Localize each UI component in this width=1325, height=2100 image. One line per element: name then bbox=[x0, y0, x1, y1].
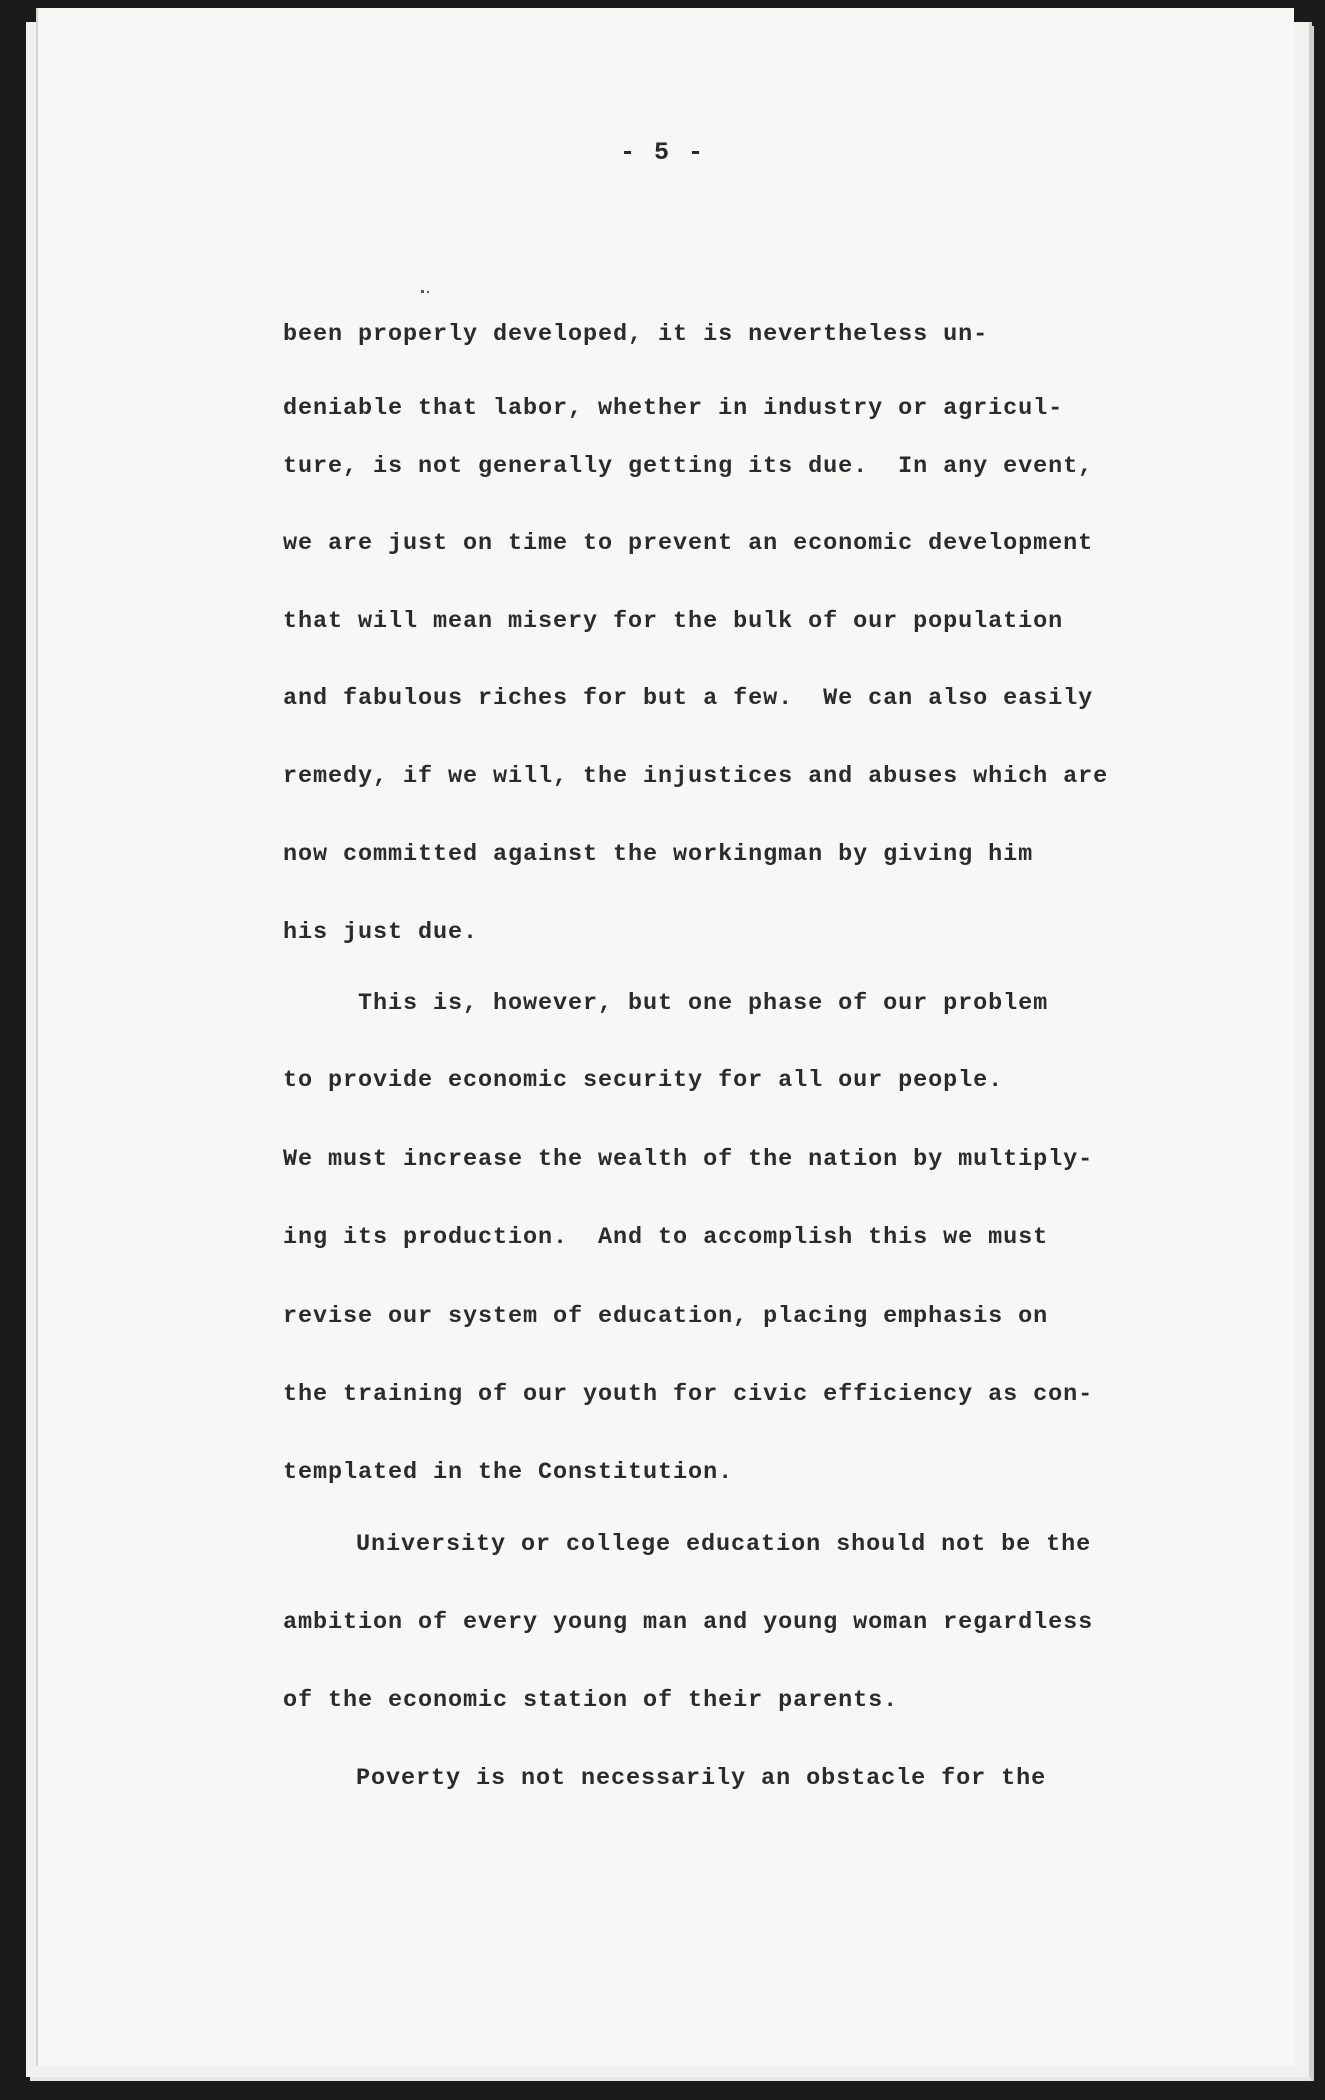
document-page bbox=[38, 8, 1294, 2066]
text-line: We must increase the wealth of the nation by multiply- bbox=[283, 1146, 1094, 1173]
stray-mark bbox=[421, 290, 424, 293]
text-line: ambition of every young man and young woman regardless bbox=[283, 1609, 1094, 1636]
text-line: remedy, if we will, the injustices and abuses which are bbox=[283, 763, 1109, 790]
text-line: that will mean misery for the bulk of our population bbox=[283, 608, 1064, 635]
text-line: Poverty is not necessarily an obstacle for the bbox=[356, 1765, 1047, 1792]
text-line: and fabulous riches for but a few. We can also easily bbox=[283, 685, 1094, 712]
text-line: ing its production. And to accomplish this we must bbox=[283, 1224, 1049, 1251]
text-line: revise our system of education, placing emphasis on bbox=[283, 1303, 1049, 1330]
text-line: This is, however, but one phase of our problem bbox=[358, 990, 1049, 1017]
page-number: - 5 - bbox=[619, 138, 705, 167]
text-line: his just due. bbox=[283, 919, 479, 946]
stray-mark bbox=[427, 291, 429, 293]
text-line: deniable that labor, whether in industry or agricul- bbox=[283, 395, 1064, 422]
text-line: to provide economic security for all our people. bbox=[283, 1067, 1004, 1094]
text-line: University or college education should not be the bbox=[356, 1531, 1092, 1558]
text-line: been properly developed, it is nevertheless un- bbox=[283, 321, 989, 348]
text-line: the training of our youth for civic efficiency as con- bbox=[283, 1381, 1094, 1408]
text-line: now committed against the workingman by giving him bbox=[283, 841, 1034, 868]
text-line: templated in the Constitution. bbox=[283, 1459, 734, 1486]
text-line: we are just on time to prevent an economic development bbox=[283, 530, 1094, 557]
text-line: ture, is not generally getting its due. In any event, bbox=[283, 453, 1094, 480]
text-line: of the economic station of their parents. bbox=[283, 1687, 899, 1714]
